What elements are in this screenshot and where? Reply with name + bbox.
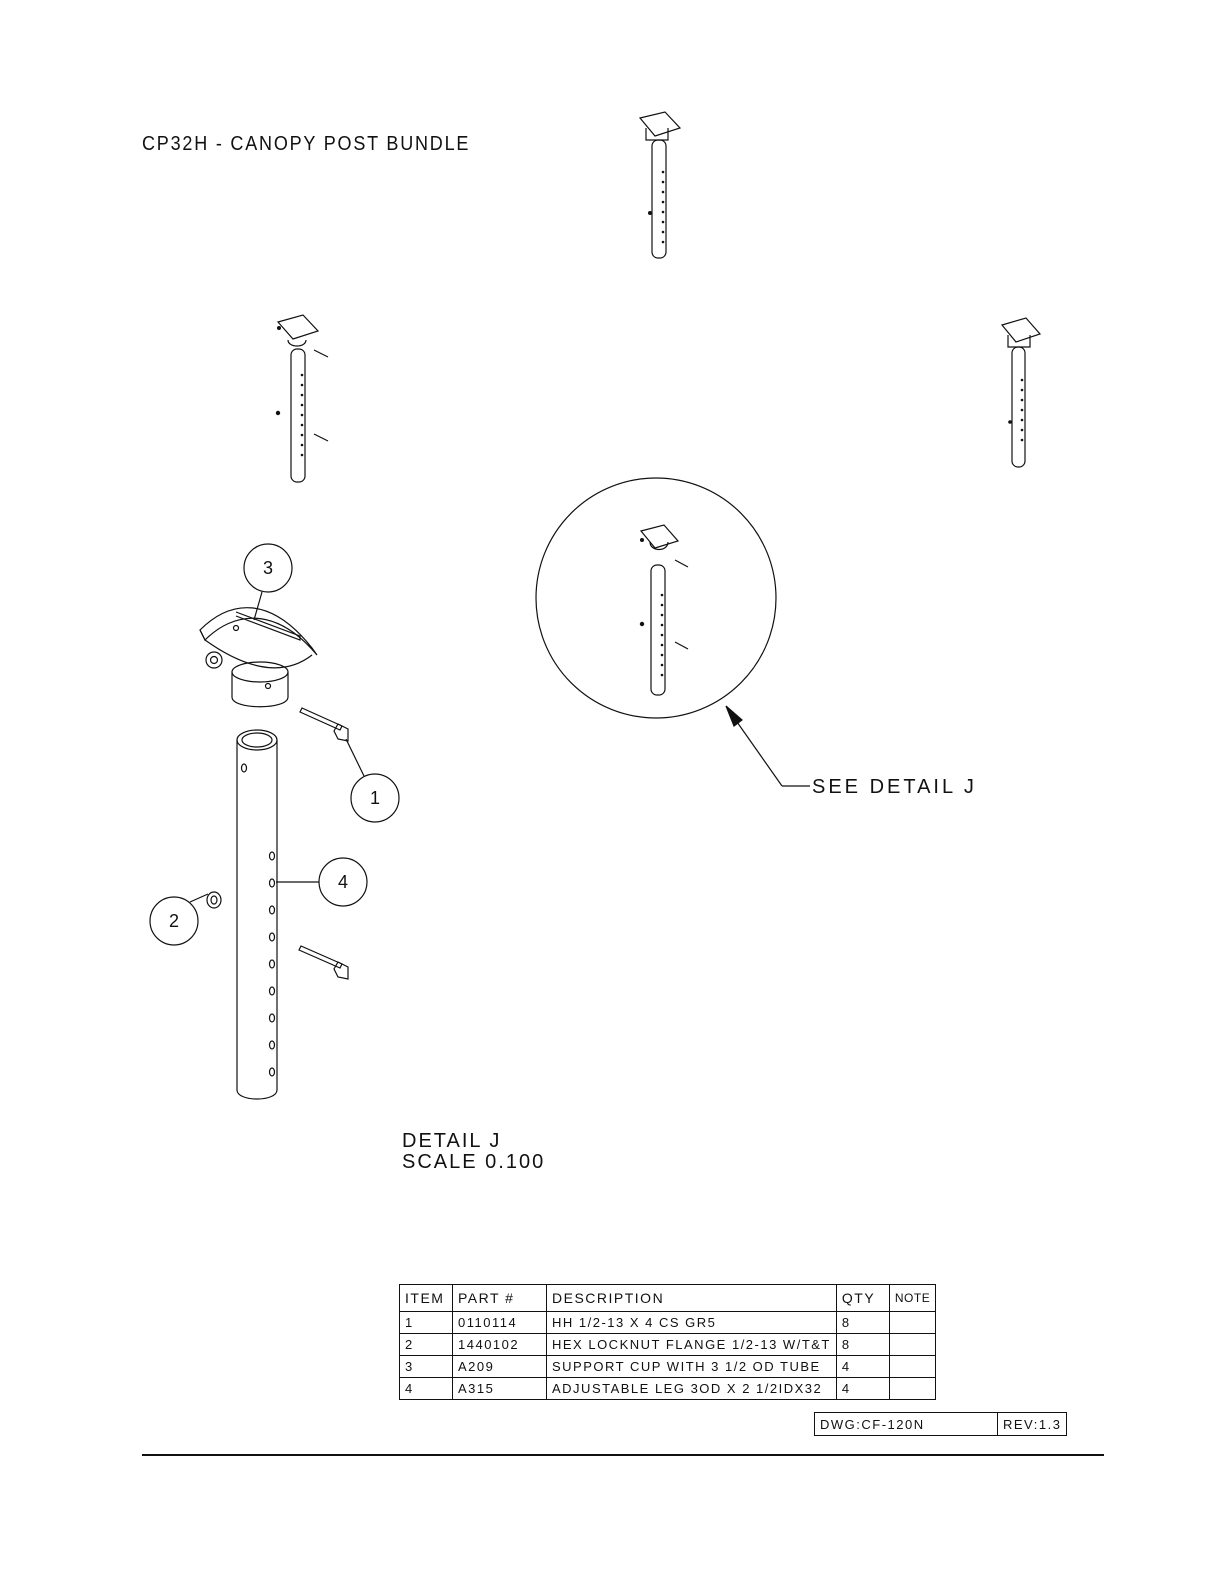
callout-3 — [244, 544, 292, 620]
drawing-title: CP32H - CANOPY POST BUNDLE — [142, 133, 471, 155]
bom-cell-qty: 8 — [836, 1312, 889, 1334]
bom-cell-item: 1 — [400, 1312, 453, 1334]
bom-cell-description: SUPPORT CUP WITH 3 1/2 OD TUBE — [547, 1356, 837, 1378]
bom-cell-part: A209 — [453, 1356, 547, 1378]
callout-3-number: 3 — [262, 558, 274, 578]
bom-cell-qty: 4 — [836, 1378, 889, 1400]
assembled-post-right-view — [1002, 318, 1040, 467]
bom-header-qty: QTY — [836, 1285, 889, 1312]
drawing-number: DWG:CF-120N — [815, 1413, 998, 1436]
callout-4 — [276, 858, 367, 906]
see-detail-leader — [726, 706, 810, 786]
bolt-lower — [299, 946, 348, 979]
revision: REV:1.3 — [998, 1413, 1067, 1436]
bom-header-description: DESCRIPTION — [547, 1285, 837, 1312]
bom-cell-note — [889, 1312, 935, 1334]
bom-cell-item: 4 — [400, 1378, 453, 1400]
bom-cell-qty: 4 — [836, 1356, 889, 1378]
bom-cell-note — [889, 1378, 935, 1400]
table-row — [400, 1356, 936, 1378]
title-block — [814, 1412, 1067, 1436]
see-detail-label: SEE DETAIL J — [812, 776, 977, 798]
bottom-rule — [142, 1454, 1104, 1456]
adjustable-leg-tube — [237, 730, 277, 1099]
bom-cell-qty: 8 — [836, 1334, 889, 1356]
table-row — [400, 1378, 936, 1400]
bom-cell-description: ADJUSTABLE LEG 3OD X 2 1/2IDX32 — [547, 1378, 837, 1400]
bom-header-note: NOTE — [889, 1285, 935, 1312]
callout-1-number: 1 — [369, 788, 381, 808]
bolt-upper — [300, 708, 348, 741]
bom-header-item: ITEM — [400, 1285, 453, 1312]
detail-caption — [402, 1131, 545, 1173]
bom-cell-note — [889, 1334, 935, 1356]
support-cup-exploded — [200, 608, 317, 707]
bom-cell-part: 1440102 — [453, 1334, 547, 1356]
bom-header-row — [400, 1285, 936, 1312]
table-row — [400, 1312, 936, 1334]
bom-header-part: PART # — [453, 1285, 547, 1312]
bom-cell-item: 2 — [400, 1334, 453, 1356]
bom-cell-item: 3 — [400, 1356, 453, 1378]
assembled-post-top-view — [640, 112, 680, 258]
detail-circle — [536, 478, 776, 718]
table-row — [400, 1334, 936, 1356]
bom-cell-description: HH 1/2-13 X 4 CS GR5 — [547, 1312, 837, 1334]
bom-cell-part: A315 — [453, 1378, 547, 1400]
callout-2-number: 2 — [168, 911, 180, 931]
detail-scale: SCALE 0.100 — [402, 1151, 546, 1173]
bom-cell-note — [889, 1356, 935, 1378]
callout-1 — [346, 739, 399, 822]
bill-of-materials — [399, 1284, 936, 1400]
detail-name: DETAIL J — [402, 1130, 502, 1152]
hex-locknut — [207, 892, 221, 908]
bom-cell-description: HEX LOCKNUT FLANGE 1/2-13 W/T&T — [547, 1334, 837, 1356]
callout-4-number: 4 — [337, 872, 349, 892]
bom-cell-part: 0110114 — [453, 1312, 547, 1334]
exploded-post-left-view — [276, 315, 328, 482]
